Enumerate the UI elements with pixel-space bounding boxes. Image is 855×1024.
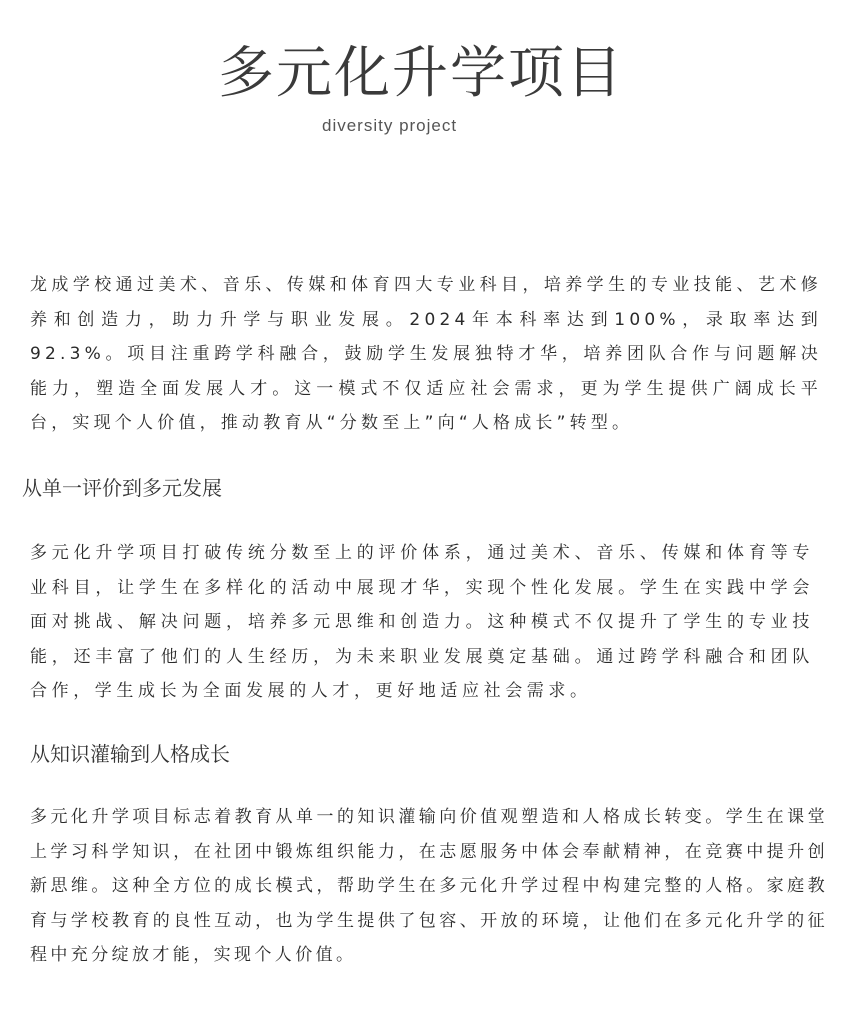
section-body-diverse-development: 多元化升学项目打破传统分数至上的评价体系，通过美术、音乐、传媒和体育等专业科目，让学生在多样化的活动中展现才华，实现个性化发展。学生在实践中学会面对挑战、解决问题，培养多元思维和创造力。这种模式不仅提升了学生的专业技能，还丰富了他们的人生经历，为未来职业发展奠定基础。通过跨学科融合和团队合作，学生成长为全面发展的人才，更好地适应社会需求。 <box>30 543 814 701</box>
section-heading-diverse-development: 从单一评价到多元发展 <box>22 476 222 500</box>
intro-paragraph: 龙成学校通过美术、音乐、传媒和体育四大专业科目，培养学生的专业技能、艺术修养和创造力，助力升学与职业发展。2024年本科率达到100%，录取率达到92.3%。项目注重跨学科融合，鼓励学生发展独特才华，培养团队合作与问题解决能力，塑造全面发展人才。这一模式不仅适应社会需求，更为学生提供广阔成长平台，实现个人价值，推动教育从“分数至上”向“人格成长”转型。 <box>30 275 822 433</box>
section-body-personality-growth: 多元化升学项目标志着教育从单一的知识灌输向价值观塑造和人格成长转变。学生在课堂上学习科学知识，在社团中锻炼组织能力，在志愿服务中体会奉献精神，在竞赛中提升创新思维。这种全方位的成长模式，帮助学生在多元化升学过程中构建完整的人格。家庭教育与学校教育的良性互动，也为学生提供了包容、开放的环境，让他们在多元化升学的征程中充分绽放才能，实现个人价值。 <box>30 807 828 965</box>
page-subtitle: diversity project <box>322 116 458 135</box>
section-heading-personality-growth: 从知识灌输到人格成长 <box>30 742 230 766</box>
page-title: 多元化升学项目 <box>218 41 624 106</box>
